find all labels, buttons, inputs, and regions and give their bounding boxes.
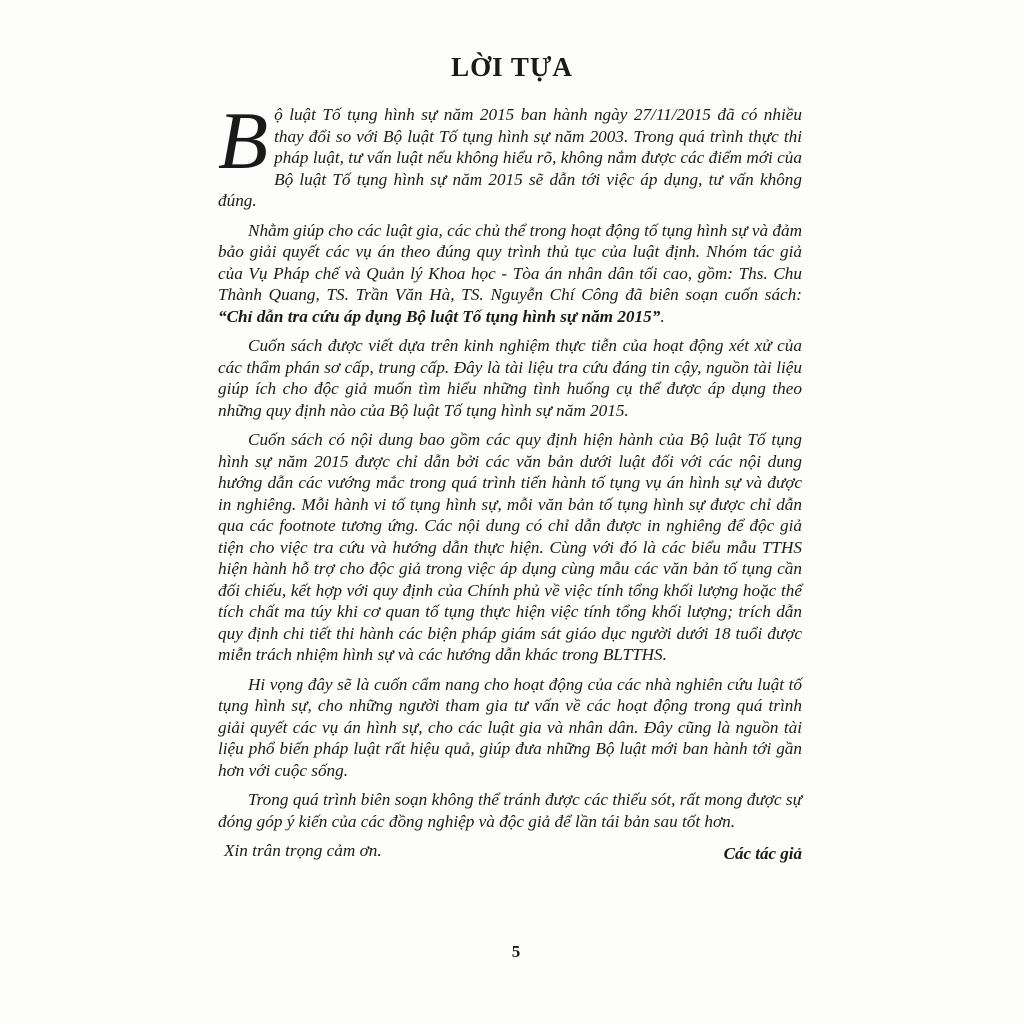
paragraph-4: Cuốn sách có nội dung bao gồm các quy định hiện hành của Bộ luật Tố tụng hình sự năm 2015 được chỉ dẫn bởi các văn bản dưới luật đối với các nội dung hướng dẫn các vướng mắc trong quá trình tiến hành tố tụng vụ án hình sự và được in nghiêng. Mỗi hành vi tố tụng hình sự, mỗi văn bản tố tụng hình sự được chỉ dẫn qua các footnote tương ứng. Các nội dung có chỉ dẫn được in nghiêng để độc giả tiện cho việc tra cứu và hướng dẫn thực hiện. Cùng với đó là các biểu mẫu TTHS hiện hành hỗ trợ cho độc giả trong việc áp dụng cùng mẫu các văn bản tố tụng cần đối chiếu, kết hợp với quy định của Chính phủ về việc tính tổng khối lượng hoặc thể tích chất ma túy khi cơ quan tố tụng thực hiện việc tính tổng khối lượng; trích dẫn quy định chi tiết thi hành các biện pháp giám sát giáo dục người dưới 18 tuổi được miễn trách nhiệm hình sự và các hướng dẫn khác trong BLTTHS. [218,430,802,664]
paragraph-1-text: ộ luật Tố tụng hình sự năm 2015 ban hành ngày 27/11/2015 đã có nhiều thay đổi so với Bộ luật Tố tụng hình sự năm 2003. Trong quá trình thực thi pháp luật, tư vấn luật nếu không hiểu rõ, không nắm được các điểm mới của Bộ luật Tố tụng hình sự năm 2015 sẽ dẫn tới việc áp dụng, tư vấn không đúng. [218,105,802,210]
paragraph-1 [218,95,802,212]
closing-thanks-text: Xin trân trọng cảm ơn. [224,841,382,860]
book-title: “Chỉ dẫn tra cứu áp dụng Bộ luật Tố tụng hình sự năm 2015” [218,306,661,326]
paragraph-2-text: Nhằm giúp cho các luật gia, các chủ thể trong hoạt động tố tụng hình sự và đảm bảo giải quyết các vụ án theo đúng quy trình thủ tục của luật định. Nhóm tác giả của Vụ Pháp chế và Quản lý Khoa học - Tòa án nhân dân tối cao, gồm: Ths. Chu Thành Quang, TS. Trần Văn Hà, TS. Nguyễn Chí Công đã biên soạn cuốn sách: [218,220,802,304]
page-number: 5 [511,942,521,961]
paragraph-5: Hi vọng đây sẽ là cuốn cẩm nang cho hoạt động của các nhà nghiên cứu luật tố tụng hình sự, cho những người tham gia tư vấn về các hoạt động trong quá trình giải quyết các vụ án hình sự, cho các luật gia và nhân dân. Đây cũng là nguồn tài liệu phổ biến pháp luật rất hiệu quả, giúp đưa những Bộ luật mới ban hành tới gần hơn với cuộc sống. [218,674,802,780]
preface-body [218,95,802,870]
page-title: LỜI TỰA [451,52,573,82]
paragraph-2-end: . [660,306,665,326]
drop-cap-letter: B [218,95,269,186]
paragraph-2 [218,220,802,328]
authors-signature: Các tác giả [723,844,802,863]
paragraph-3: Cuốn sách được viết dựa trên kinh nghiệm thực tiễn của hoạt động xét xử của các thẩm phán sơ cấp, trung cấp. Đây là tài liệu tra cứu đáng tin cậy, nguồn tài liệu giúp ích cho độc giả muốn tìm hiểu những tình huống cụ thể được áp dụng theo những quy định nào của Bộ luật Tố tụng hình sự năm 2015. [218,336,802,420]
paragraph-6: Trong quá trình biên soạn không thể tránh được các thiếu sót, rất mong được sự đóng góp ý kiến của các đồng nghiệp và độc giả để lần tái bản sau tốt hơn. [218,790,802,831]
closing-thanks [218,840,802,862]
